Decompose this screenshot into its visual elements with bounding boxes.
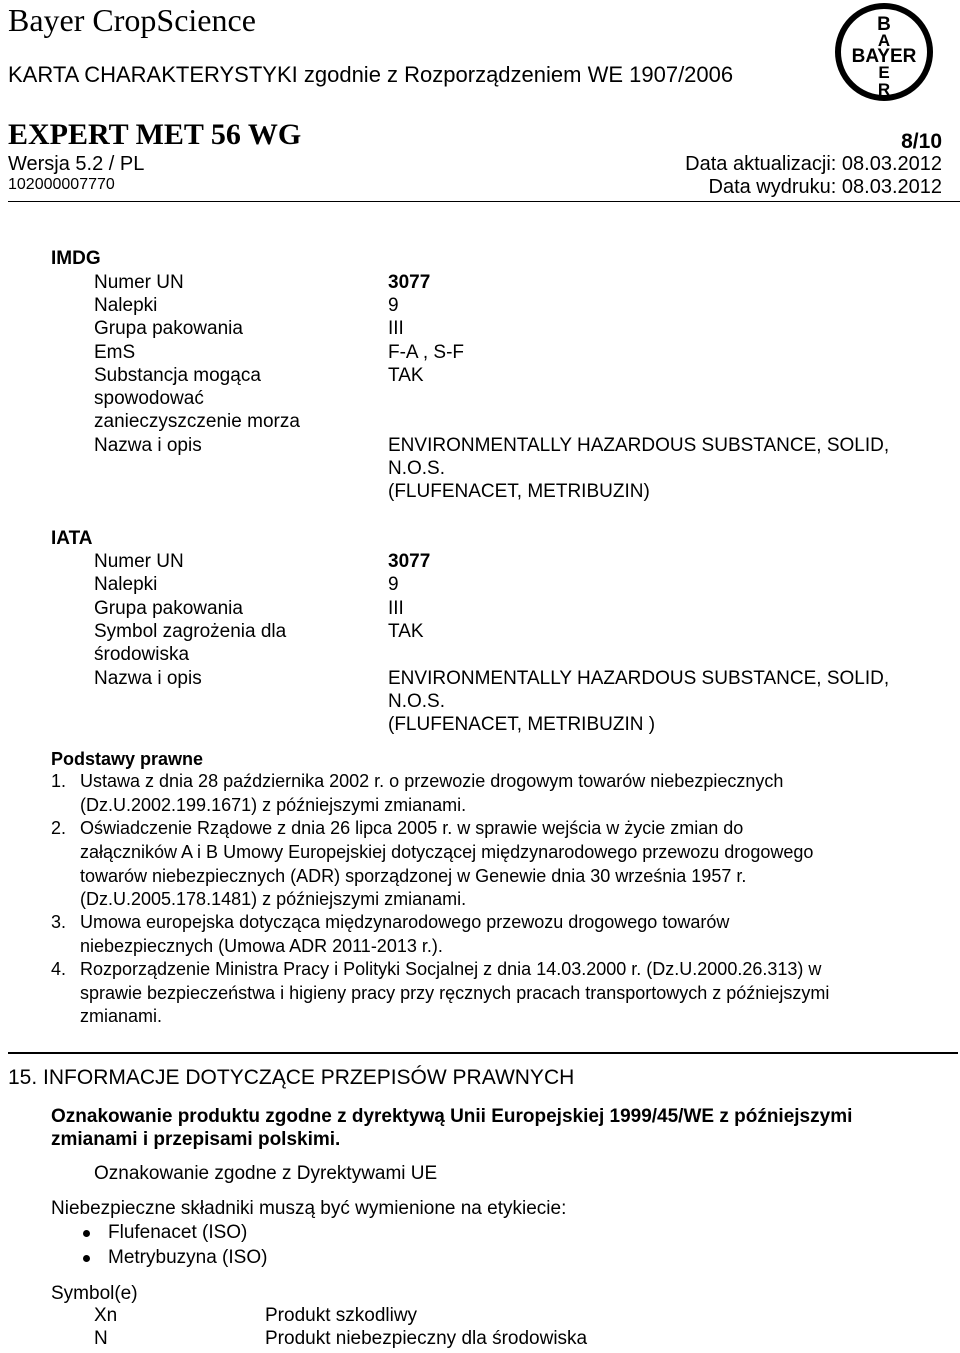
document-title: KARTA CHARAKTERYSTYKI zgodnie z Rozporządzeniem WE 1907/2006 — [8, 62, 734, 87]
iata-name-label: Nazwa i opis — [94, 668, 202, 689]
imdg-marine-label-line2: spowodować — [94, 388, 204, 409]
header-divider — [8, 201, 960, 202]
imdg-name-value-line3: (FLUFENACET, METRIBUZIN) — [388, 481, 650, 502]
imdg-packing-value: III — [388, 318, 404, 339]
imdg-un-value: 3077 — [388, 272, 431, 293]
legal-item-line: (Dz.U.2005.178.1481) z późniejszymi zmianami. — [80, 889, 467, 909]
symbol-code: Xn — [94, 1305, 118, 1326]
symbols-label: Symbol(e) — [51, 1283, 138, 1304]
legal-item-number: 4. — [51, 959, 67, 979]
imdg-ems-label: EmS — [94, 342, 136, 363]
section-divider — [8, 1052, 958, 1054]
legal-item-line: Umowa europejska dotycząca międzynarodowego przewozu drogowego towarów — [80, 912, 730, 932]
legal-item-line: (Dz.U.2002.199.1671) z późniejszymi zmianami. — [80, 795, 467, 815]
legal-item-line: Oświadczenie Rządowe z dnia 26 lipca 2005 r. w sprawie wejścia w życie zmian do — [80, 818, 744, 838]
imdg-marine-value: TAK — [388, 365, 424, 386]
legal-item-number: 2. — [51, 818, 67, 838]
svg-text:BAYER: BAYER — [851, 46, 917, 67]
legal-item-line: Rozporządzenie Ministra Pracy i Polityki Socjalnej z dnia 14.03.2000 r. (Dz.U.2000.26.313) w — [80, 959, 822, 979]
component-item: Metrybuzyna (ISO) — [108, 1247, 268, 1268]
iata-env-value: TAK — [388, 621, 424, 642]
bullet-icon — [83, 1255, 90, 1262]
eu-labeling-text: Oznakowanie zgodne z Dyrektywami UE — [94, 1163, 438, 1184]
legal-item-line: załączników A i B Umowy Europejskiej dotyczącej międzynarodowego przewozu drogowego — [80, 842, 814, 862]
components-intro: Niebezpieczne składniki muszą być wymienione na etykiecie: — [51, 1198, 567, 1219]
legal-title: Podstawy prawne — [51, 749, 204, 769]
section-15-subheading-line1: Oznakowanie produktu zgodne z dyrektywą Unii Europejskiej 1999/45/WE z późniejszymi — [51, 1106, 853, 1127]
symbol-meaning: Produkt niebezpieczny dla środowiska — [265, 1328, 588, 1349]
iata-labels-label: Nalepki — [94, 574, 158, 595]
iata-un-label: Numer UN — [94, 551, 184, 572]
product-name: EXPERT MET 56 WG — [8, 118, 302, 151]
iata-env-label-line1: Symbol zagrożenia dla — [94, 621, 287, 642]
iata-labels-value: 9 — [388, 574, 399, 595]
legal-item-line: niebezpiecznych (Umowa ADR 2011-2013 r.). — [80, 936, 443, 956]
imdg-ems-value: F-A , S-F — [388, 342, 464, 363]
legal-item-line: sprawie bezpieczeństwa i higieny pracy przy ręcznych pracach transportowych z późniejszymi — [80, 983, 830, 1003]
print-date: Data wydruku: 08.03.2012 — [708, 176, 942, 198]
imdg-marine-label-line1: Substancja mogąca — [94, 365, 261, 386]
imdg-title: IMDG — [51, 248, 101, 269]
legal-item-number: 3. — [51, 912, 67, 932]
page-number: 8/10 — [901, 130, 942, 153]
legal-item-line: towarów niebezpiecznych (ADR) sporządzonej w Genewie dnia 30 września 1957 r. — [80, 866, 747, 886]
imdg-un-label: Numer UN — [94, 272, 184, 293]
symbol-meaning: Produkt szkodliwy — [265, 1305, 418, 1326]
iata-env-label-line2: środowiska — [94, 644, 190, 665]
section-15-subheading-line2: zmianami i przepisami polskimi. — [51, 1129, 341, 1150]
component-item: Flufenacet (ISO) — [108, 1222, 248, 1243]
bayer-logo — [830, 2, 950, 102]
imdg-packing-label: Grupa pakowania — [94, 318, 243, 339]
iata-un-value: 3077 — [388, 551, 431, 572]
iata-name-value-line3: (FLUFENACET, METRIBUZIN ) — [388, 714, 656, 735]
bullet-icon — [83, 1230, 90, 1237]
svg-text:A: A — [877, 31, 891, 50]
version-label: Wersja 5.2 / PL — [8, 153, 145, 175]
symbol-code: N — [94, 1328, 108, 1349]
company-name: Bayer CropScience — [8, 2, 256, 38]
iata-name-value-line1: ENVIRONMENTALLY HAZARDOUS SUBSTANCE, SOLID, — [388, 668, 890, 689]
update-date: Data aktualizacji: 08.03.2012 — [685, 153, 942, 175]
imdg-name-label: Nazwa i opis — [94, 435, 202, 456]
legal-item-line: zmianami. — [80, 1006, 163, 1026]
section-15-heading: 15. INFORMACJE DOTYCZĄCE PRZEPISÓW PRAWNYCH — [8, 1066, 575, 1089]
legal-item-line: Ustawa z dnia 28 października 2002 r. o przewozie drogowym towarów niebezpiecznych — [80, 771, 784, 791]
legal-item-number: 1. — [51, 771, 67, 791]
imdg-name-value-line1: ENVIRONMENTALLY HAZARDOUS SUBSTANCE, SOLID, — [388, 435, 890, 456]
iata-packing-value: III — [388, 598, 404, 619]
svg-text:B: B — [877, 14, 891, 35]
imdg-labels-value: 9 — [388, 295, 399, 316]
imdg-marine-label-line3: zanieczyszczenie morza — [94, 411, 300, 432]
iata-name-value-line2: N.O.S. — [388, 691, 446, 712]
imdg-labels-label: Nalepki — [94, 295, 158, 316]
document-code: 102000007770 — [8, 176, 115, 193]
svg-text:R: R — [877, 80, 891, 99]
iata-title: IATA — [51, 528, 93, 549]
svg-text:E: E — [878, 63, 890, 82]
imdg-name-value-line2: N.O.S. — [388, 458, 446, 479]
iata-packing-label: Grupa pakowania — [94, 598, 243, 619]
